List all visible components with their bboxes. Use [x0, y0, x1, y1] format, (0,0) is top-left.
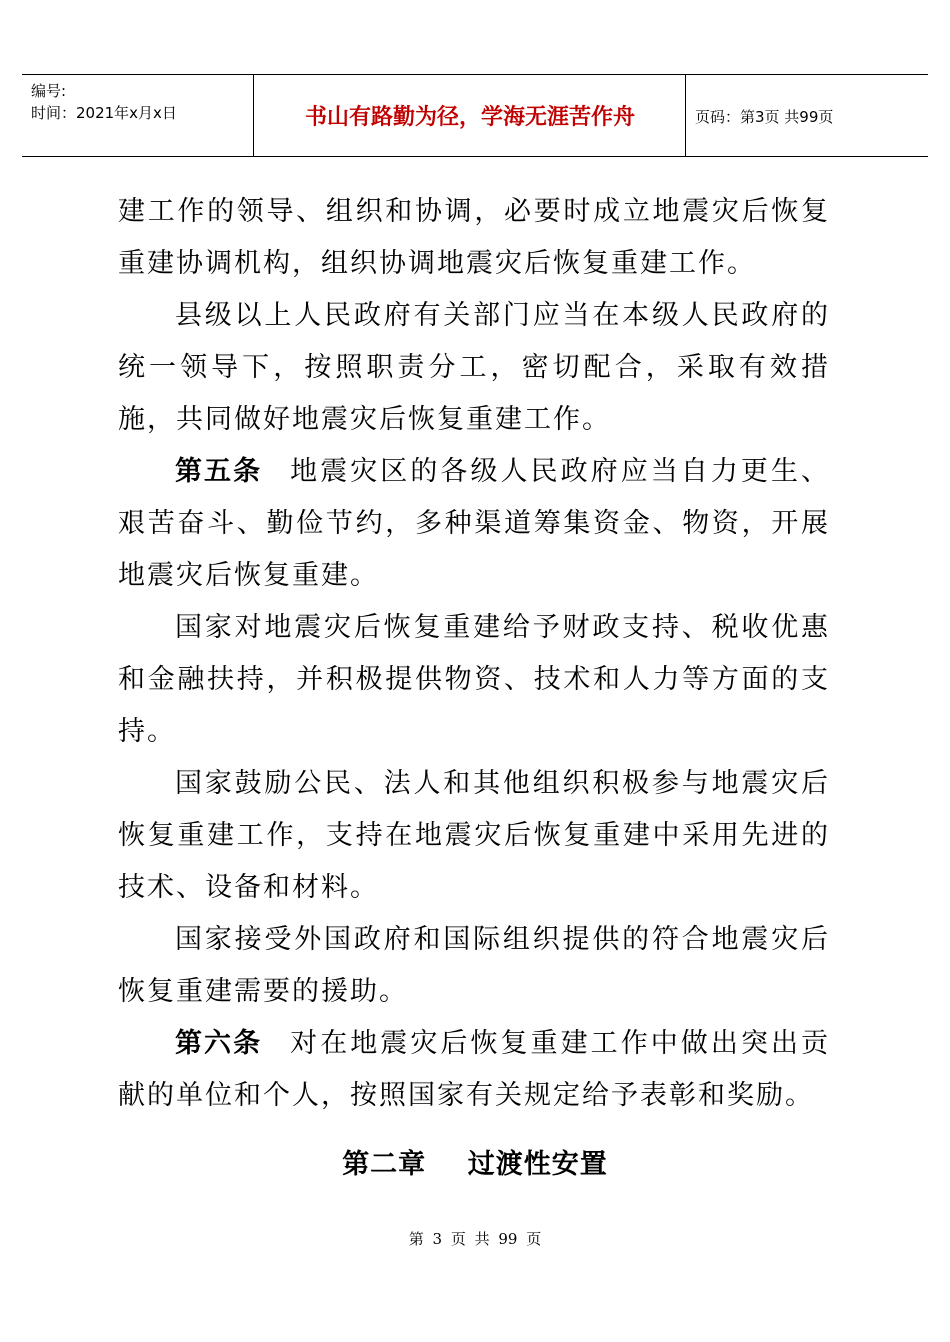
header-meta	[31, 80, 177, 124]
header-top-rule	[22, 74, 928, 75]
chapter-title: 第二章 过渡性安置	[342, 1149, 608, 1180]
header-motto: 书山有路勤为径，学海无涯苦作舟	[304, 105, 635, 130]
paragraph	[118, 758, 830, 914]
paragraph	[118, 914, 830, 1018]
paragraph	[118, 446, 830, 602]
paragraph-text: 建工作的领导、组织和协调，必要时成立地震灾后恢复重建协调机构，组织协调地震灾后恢复重建工作。	[118, 196, 830, 279]
document-body	[118, 186, 830, 1122]
date-line: 时间：2021年x月x日	[31, 104, 177, 122]
paragraph-text: 县级以上人民政府有关部门应当在本级人民政府的统一领导下，按照职责分工，密切配合，采取有效措施，共同做好地震灾后恢复重建工作。	[118, 300, 830, 435]
footer-page-number: 第 3 页 共 99 页	[408, 1230, 542, 1248]
paragraph	[118, 290, 830, 446]
paragraph	[118, 186, 830, 290]
header-bottom-rule	[22, 156, 928, 157]
header-page-info: 页码：第3页 共99页	[695, 108, 834, 126]
paragraph-text: 国家接受外国政府和国际组织提供的符合地震灾后恢复重建需要的援助。	[118, 924, 830, 1007]
paragraph-text: 国家鼓励公民、法人和其他组织积极参与地震灾后恢复重建工作，支持在地震灾后恢复重建中采用先进的技术、设备和材料。	[118, 768, 830, 903]
paragraph-text: 对在地震灾后恢复重建工作中做出突出贡献的单位和个人，按照国家有关规定给予表彰和奖励。	[118, 1028, 831, 1111]
paragraph-text: 地震灾区的各级人民政府应当自力更生、艰苦奋斗、勤俭节约，多种渠道筹集资金、物资，开展地震灾后恢复重建。	[118, 456, 831, 591]
article-number: 第六条	[175, 1028, 263, 1059]
paragraph-text: 国家对地震灾后恢复重建给予财政支持、税收优惠和金融扶持，并积极提供物资、技术和人力等方面的支持。	[118, 612, 830, 747]
paragraph	[118, 1018, 830, 1122]
article-number: 第五条	[175, 456, 263, 487]
serial-label: 编号:	[31, 82, 67, 100]
paragraph	[118, 602, 830, 758]
